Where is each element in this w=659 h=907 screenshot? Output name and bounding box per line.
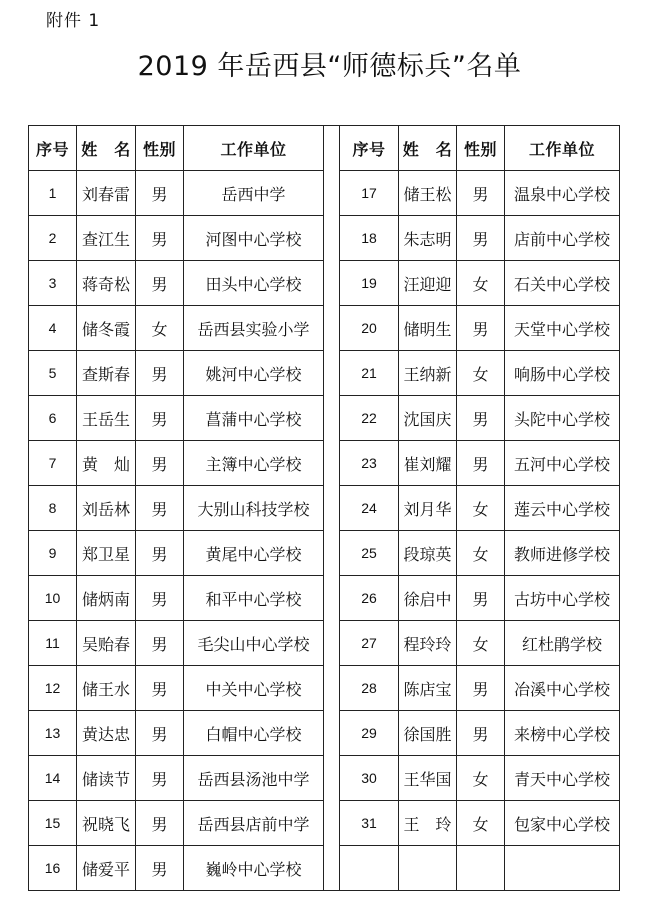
right-gender-cell: 女: [457, 351, 505, 396]
left-unit-cell: 田头中心学校: [184, 261, 324, 306]
right-name-cell: 朱志明: [399, 216, 457, 261]
right-index-cell: 23: [340, 441, 399, 486]
left-index-cell: 4: [29, 306, 77, 351]
right-name-cell: 段琼英: [399, 531, 457, 576]
table-row: [29, 666, 620, 711]
column-divider: [324, 126, 340, 171]
column-divider: [324, 396, 340, 441]
left-unit-cell: 菖蒲中心学校: [184, 396, 324, 441]
left-unit-cell: 巍岭中心学校: [184, 846, 324, 891]
right-unit-cell: 包家中心学校: [505, 801, 620, 846]
right-index-cell: 27: [340, 621, 399, 666]
right-unit-cell: 青天中心学校: [505, 756, 620, 801]
right-name-cell: 汪迎迎: [399, 261, 457, 306]
table-row: [29, 306, 620, 351]
table-row: [29, 801, 620, 846]
right-index-cell: 25: [340, 531, 399, 576]
table-row: [29, 621, 620, 666]
right-index-cell: 31: [340, 801, 399, 846]
left-index-cell: 7: [29, 441, 77, 486]
right-unit-cell: 头陀中心学校: [505, 396, 620, 441]
column-divider: [324, 711, 340, 756]
left-gender-cell: 男: [136, 171, 184, 216]
header-unit-right: 工作单位: [505, 126, 620, 171]
left-gender-cell: 男: [136, 756, 184, 801]
right-name-cell: 徐国胜: [399, 711, 457, 756]
right-index-cell: [340, 846, 399, 891]
right-name-cell: [399, 846, 457, 891]
column-divider: [324, 801, 340, 846]
right-unit-cell: 天堂中心学校: [505, 306, 620, 351]
left-index-cell: 16: [29, 846, 77, 891]
left-gender-cell: 男: [136, 846, 184, 891]
left-index-cell: 8: [29, 486, 77, 531]
column-divider: [324, 261, 340, 306]
left-name-cell: 储爱平: [77, 846, 136, 891]
left-gender-cell: 男: [136, 531, 184, 576]
left-index-cell: 2: [29, 216, 77, 261]
column-divider: [324, 576, 340, 621]
left-unit-cell: 黄尾中心学校: [184, 531, 324, 576]
left-gender-cell: 男: [136, 576, 184, 621]
left-index-cell: 6: [29, 396, 77, 441]
left-unit-cell: 主簿中心学校: [184, 441, 324, 486]
right-gender-cell: 男: [457, 711, 505, 756]
right-index-cell: 22: [340, 396, 399, 441]
table-header-row: [29, 126, 620, 171]
left-gender-cell: 男: [136, 216, 184, 261]
column-divider: [324, 171, 340, 216]
right-gender-cell: [457, 846, 505, 891]
left-unit-cell: 大别山科技学校: [184, 486, 324, 531]
honor-roster-table: [28, 125, 620, 891]
right-index-cell: 30: [340, 756, 399, 801]
right-gender-cell: 女: [457, 486, 505, 531]
left-gender-cell: 男: [136, 351, 184, 396]
right-unit-cell: 温泉中心学校: [505, 171, 620, 216]
column-divider: [324, 621, 340, 666]
column-divider: [324, 351, 340, 396]
column-divider: [324, 216, 340, 261]
column-divider: [324, 306, 340, 351]
left-index-cell: 10: [29, 576, 77, 621]
table-row: [29, 756, 620, 801]
right-gender-cell: 女: [457, 801, 505, 846]
left-name-cell: 刘岳林: [77, 486, 136, 531]
right-gender-cell: 男: [457, 666, 505, 711]
left-gender-cell: 男: [136, 441, 184, 486]
right-index-cell: 18: [340, 216, 399, 261]
right-index-cell: 29: [340, 711, 399, 756]
right-name-cell: 王纳新: [399, 351, 457, 396]
header-index-left: 序号: [29, 126, 77, 171]
right-name-cell: 徐启中: [399, 576, 457, 621]
left-gender-cell: 男: [136, 486, 184, 531]
left-gender-cell: 男: [136, 396, 184, 441]
right-gender-cell: 男: [457, 441, 505, 486]
table-row: [29, 171, 620, 216]
left-name-cell: 查江生: [77, 216, 136, 261]
table-row: [29, 351, 620, 396]
left-index-cell: 12: [29, 666, 77, 711]
right-unit-cell: 来榜中心学校: [505, 711, 620, 756]
right-unit-cell: 五河中心学校: [505, 441, 620, 486]
left-name-cell: 储冬霞: [77, 306, 136, 351]
left-index-cell: 13: [29, 711, 77, 756]
left-unit-cell: 白帽中心学校: [184, 711, 324, 756]
document-title: 2019 年岳西县“师德标兵”名单: [137, 51, 522, 82]
attachment-label: 附件 1: [46, 11, 101, 31]
right-name-cell: 储明生: [399, 306, 457, 351]
column-divider: [324, 846, 340, 891]
left-gender-cell: 男: [136, 621, 184, 666]
column-divider: [324, 666, 340, 711]
left-name-cell: 查斯春: [77, 351, 136, 396]
left-gender-cell: 男: [136, 261, 184, 306]
header-name-left: 姓 名: [77, 126, 136, 171]
left-gender-cell: 男: [136, 711, 184, 756]
left-unit-cell: 岳西县实验小学: [184, 306, 324, 351]
left-unit-cell: 毛尖山中心学校: [184, 621, 324, 666]
table-row: [29, 846, 620, 891]
right-name-cell: 陈店宝: [399, 666, 457, 711]
table-row: [29, 441, 620, 486]
table-row: [29, 576, 620, 621]
column-divider: [324, 486, 340, 531]
left-name-cell: 吴贻春: [77, 621, 136, 666]
right-unit-cell: 教师进修学校: [505, 531, 620, 576]
table-row: [29, 531, 620, 576]
right-unit-cell: [505, 846, 620, 891]
right-gender-cell: 男: [457, 306, 505, 351]
left-name-cell: 黄 灿: [77, 441, 136, 486]
right-unit-cell: 冶溪中心学校: [505, 666, 620, 711]
right-gender-cell: 女: [457, 531, 505, 576]
right-name-cell: 储王松: [399, 171, 457, 216]
left-name-cell: 刘春雷: [77, 171, 136, 216]
left-name-cell: 郑卫星: [77, 531, 136, 576]
right-unit-cell: 古坊中心学校: [505, 576, 620, 621]
left-unit-cell: 河图中心学校: [184, 216, 324, 261]
left-index-cell: 9: [29, 531, 77, 576]
right-index-cell: 21: [340, 351, 399, 396]
table-row: [29, 261, 620, 306]
column-divider: [324, 441, 340, 486]
left-unit-cell: 岳西县汤池中学: [184, 756, 324, 801]
right-index-cell: 17: [340, 171, 399, 216]
right-index-cell: 26: [340, 576, 399, 621]
right-gender-cell: 女: [457, 621, 505, 666]
left-index-cell: 3: [29, 261, 77, 306]
right-name-cell: 王 玲: [399, 801, 457, 846]
column-divider: [324, 756, 340, 801]
table-row: [29, 711, 620, 756]
right-unit-cell: 莲云中心学校: [505, 486, 620, 531]
left-unit-cell: 中关中心学校: [184, 666, 324, 711]
table-row: [29, 396, 620, 441]
right-name-cell: 沈国庆: [399, 396, 457, 441]
right-unit-cell: 响肠中心学校: [505, 351, 620, 396]
header-index-right: 序号: [340, 126, 399, 171]
right-name-cell: 王华国: [399, 756, 457, 801]
left-unit-cell: 姚河中心学校: [184, 351, 324, 396]
right-index-cell: 19: [340, 261, 399, 306]
right-name-cell: 刘月华: [399, 486, 457, 531]
right-name-cell: 崔刘耀: [399, 441, 457, 486]
left-name-cell: 储读节: [77, 756, 136, 801]
left-name-cell: 王岳生: [77, 396, 136, 441]
table-row: [29, 486, 620, 531]
right-index-cell: 24: [340, 486, 399, 531]
left-gender-cell: 女: [136, 306, 184, 351]
left-name-cell: 祝晓飞: [77, 801, 136, 846]
column-divider: [324, 531, 340, 576]
right-gender-cell: 男: [457, 396, 505, 441]
right-gender-cell: 女: [457, 756, 505, 801]
right-index-cell: 20: [340, 306, 399, 351]
right-gender-cell: 男: [457, 171, 505, 216]
right-gender-cell: 男: [457, 216, 505, 261]
right-index-cell: 28: [340, 666, 399, 711]
left-unit-cell: 和平中心学校: [184, 576, 324, 621]
right-gender-cell: 男: [457, 576, 505, 621]
right-name-cell: 程玲玲: [399, 621, 457, 666]
header-gender-right: 性别: [457, 126, 505, 171]
left-name-cell: 储王水: [77, 666, 136, 711]
left-unit-cell: 岳西中学: [184, 171, 324, 216]
left-index-cell: 1: [29, 171, 77, 216]
left-index-cell: 11: [29, 621, 77, 666]
left-index-cell: 15: [29, 801, 77, 846]
left-unit-cell: 岳西县店前中学: [184, 801, 324, 846]
right-unit-cell: 石关中心学校: [505, 261, 620, 306]
left-gender-cell: 男: [136, 666, 184, 711]
left-name-cell: 蒋奇松: [77, 261, 136, 306]
header-name-right: 姓 名: [399, 126, 457, 171]
left-gender-cell: 男: [136, 801, 184, 846]
right-gender-cell: 女: [457, 261, 505, 306]
left-name-cell: 黄达忠: [77, 711, 136, 756]
left-index-cell: 14: [29, 756, 77, 801]
table-row: [29, 216, 620, 261]
left-index-cell: 5: [29, 351, 77, 396]
right-unit-cell: 店前中心学校: [505, 216, 620, 261]
right-unit-cell: 红杜鹃学校: [505, 621, 620, 666]
left-name-cell: 储炳南: [77, 576, 136, 621]
header-unit-left: 工作单位: [184, 126, 324, 171]
header-gender-left: 性别: [136, 126, 184, 171]
